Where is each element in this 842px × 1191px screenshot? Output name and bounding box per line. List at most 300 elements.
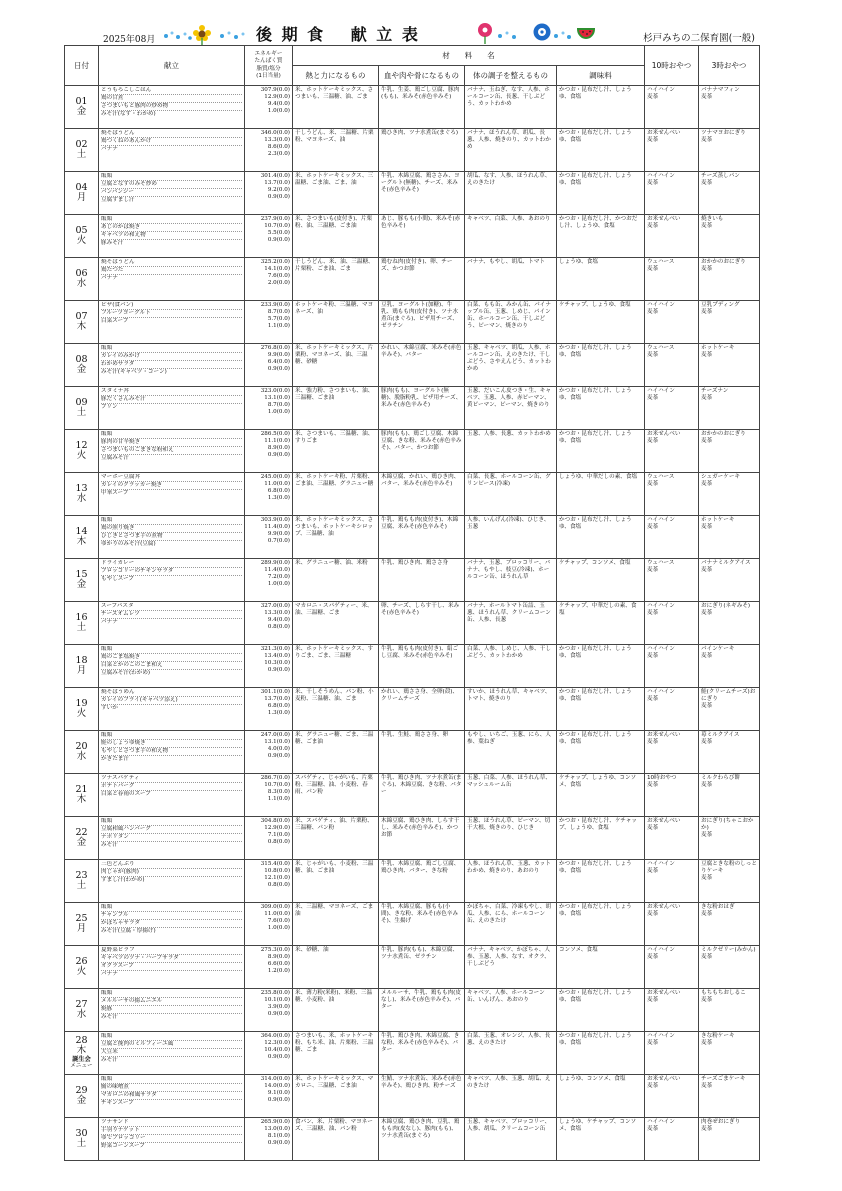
- m-line: ピザ(食パン): [101, 302, 242, 310]
- date-cell: [65, 903, 99, 946]
- s3-line: 麦茶: [701, 351, 713, 358]
- n-line: 2.0(0.0): [267, 279, 290, 286]
- m-line: カレイのクラッカー焼き: [101, 482, 242, 490]
- day-number: 09: [75, 397, 88, 409]
- m-line: 焼そばうめん: [101, 689, 242, 697]
- m-line: ゆかりのみそ汁(豆腐): [101, 540, 156, 547]
- m-line: 焼そばうどん: [101, 259, 242, 267]
- menu-cell: [99, 1032, 245, 1075]
- group1-cell: 米、三温糖、マヨネーズ、ごま油: [293, 903, 379, 946]
- s10-line: お米せんべい: [647, 990, 681, 996]
- s3-line: 肉巻ぜおにぎり: [701, 1119, 741, 1125]
- n-line: 323.0(0.0): [260, 388, 290, 394]
- s3-line: きな粉おはぎ: [701, 904, 735, 910]
- n-line: 275.3(0.0): [260, 947, 290, 953]
- n-line: 1.0(0.0): [267, 924, 290, 931]
- menu-cell: [99, 946, 245, 989]
- special-label: 誕生会: [72, 1055, 91, 1063]
- snack3-cell: [699, 430, 760, 473]
- m-line: ポテトバーグ: [101, 783, 242, 791]
- m-line: オクラスープ: [101, 963, 242, 971]
- n-line: 265.9(0.0): [260, 1119, 290, 1125]
- group2-cell: かれい、木綿豆腐、米みそ(赤色辛みそ)、バター: [379, 344, 465, 387]
- ingredients-header: 材 料 名: [293, 46, 645, 66]
- group1-cell: マカロニ・スパゲティー、米、油、三温糖、ごま: [293, 602, 379, 645]
- menu-cell: [99, 129, 245, 172]
- m-line: みそ汁: [101, 1013, 118, 1020]
- s10-line: 麦茶: [647, 738, 659, 745]
- header-row: [65, 46, 760, 66]
- m-line: 肉じゃが(豚肉): [101, 869, 242, 877]
- n-line: 12.3(0.0): [264, 1039, 290, 1046]
- n-line: 346.0(0.0): [260, 130, 290, 136]
- n-line: 8.7(0.0): [267, 401, 290, 408]
- s3-line: 麦茶: [701, 566, 713, 573]
- month-label: 2025年08月: [103, 35, 156, 45]
- s3-line: 麦茶: [701, 480, 713, 487]
- n-line: 2.3(0.0): [267, 150, 290, 157]
- group2-cell: 木綿豆腐、鶏ひき肉、しらす干し、米みそ(赤色辛みそ)、かつお節: [379, 817, 465, 860]
- m-line: 焼豚: [101, 1006, 242, 1014]
- group1-cell: 食パン、米、片栗粉、マヨネーズ、三温糖、油、パン粉: [293, 1118, 379, 1161]
- group3-cell: 胡瓜、なす、人参、ほうれん草、えのきたけ: [465, 172, 557, 215]
- day-number: 26: [75, 956, 88, 968]
- group1-cell: 米、ホットケーキミックス、三温糖、ごま油、ごま、油: [293, 172, 379, 215]
- group4-cell: しょうゆ、コンソメ、食塩: [557, 1075, 645, 1118]
- s10-line: ウェハース: [647, 474, 675, 480]
- day-number: 12: [75, 440, 88, 452]
- snack10-cell: [645, 602, 699, 645]
- group1-cell: 米、さつまいも、三温糖、油、すりごま: [293, 430, 379, 473]
- s10-line: 麦茶: [647, 308, 659, 315]
- n-line: 0.9(0.0): [267, 365, 290, 372]
- s3-line: 鮭(クリームチーズ)おにぎり: [701, 689, 756, 702]
- n-line: 1.1(0.0): [267, 322, 290, 329]
- m-line: 飯類: [101, 431, 242, 439]
- s3-line: シュガーケーキ: [701, 474, 741, 480]
- n-line: 289.9(0.0): [260, 560, 290, 566]
- m-line: 焼そばうどん: [101, 130, 242, 138]
- m-line: 鯖の味噌煮: [101, 1084, 242, 1092]
- m-line: 飯類: [101, 990, 242, 998]
- n-line: 7.6(0.0): [267, 272, 290, 279]
- weekday: 土: [76, 1138, 87, 1149]
- snack10-cell: [645, 129, 699, 172]
- date-cell: [65, 860, 99, 903]
- n-line: 8.3(0.0): [267, 788, 290, 795]
- m-line: みそ汁: [101, 1056, 118, 1063]
- nutrition-cell: [245, 817, 293, 860]
- snack10-cell: [645, 172, 699, 215]
- nutrition-cell: [245, 301, 293, 344]
- weekday: 金: [76, 106, 87, 117]
- n-line: 364.0(0.0): [260, 1033, 290, 1039]
- group4-cell: かつお・昆布だし汁、しょうゆ、食塩: [557, 129, 645, 172]
- date-cell: [65, 645, 99, 688]
- snack3-cell: [699, 387, 760, 430]
- date-cell: [65, 129, 99, 172]
- n-line: 233.9(0.0): [260, 302, 290, 308]
- group4-cell: ケチャップ、しょうゆ、食塩: [557, 301, 645, 344]
- n-line: 14.1(0.0): [264, 265, 290, 272]
- s10-line: 麦茶: [647, 953, 659, 960]
- n-line: 9.2(0.0): [267, 186, 290, 193]
- m-line: ひじきとさつま芋の煮物: [101, 533, 242, 541]
- group1-cell: 米、さつまいも(皮付き)、片栗粉、油、三温糖、ごま油: [293, 215, 379, 258]
- weekday: 木: [76, 321, 87, 332]
- group2-cell: 牛乳、鶏ひき肉、木綿豆腐、きな粉、米みそ(赤色辛みそ)、バター: [379, 1032, 465, 1075]
- snack3-cell: [699, 860, 760, 903]
- group3-cell: 玉葱、キャベツ、ブロッコリー、人参、胡瓜、クリームコーン缶: [465, 1118, 557, 1161]
- group2-cell: 生鯖、ツナ水煮缶、米みそ(赤色辛みそ)、鶏ひき肉、粉チーズ: [379, 1075, 465, 1118]
- group4-cell: かつお・昆布だし汁、しょうゆ、食塩: [557, 989, 645, 1032]
- m-line: さつまいもと豚肉の炒め物: [101, 103, 242, 111]
- n-line: 13.7(0.0): [264, 695, 290, 702]
- page-title: 後 期 食 献 立 表: [256, 25, 420, 44]
- group2-cell: 牛乳、木綿豆腐、鶏ささみ、ヨーグルト(無糖)、チーズ、米みそ(赤色辛みそ): [379, 172, 465, 215]
- n-line: 245.0(0.0): [260, 474, 290, 480]
- m-line: チャンプル: [101, 912, 242, 920]
- n-line: 13.7(0.0): [264, 179, 290, 186]
- snack3-cell: [699, 258, 760, 301]
- m-line: あじのかば焼き: [101, 224, 242, 232]
- s3-line: 麦茶: [701, 781, 713, 788]
- day-number: 07: [75, 311, 88, 323]
- s10-line: 麦茶: [647, 480, 659, 487]
- group4-cell: コンソメ、食塩: [557, 946, 645, 989]
- s10-line: 麦茶: [647, 824, 659, 831]
- s3-line: 麦茶: [701, 1039, 713, 1046]
- table-row: [65, 860, 760, 903]
- s3-line: 麦茶: [701, 831, 713, 838]
- m-line: 飯類: [101, 345, 242, 353]
- group3-cell: 人参、ほうれん草、玉葱、カットわかめ、焼きのり、あおのり: [465, 860, 557, 903]
- n-line: 13.4(0.0): [264, 652, 290, 659]
- group3-cell: 玉葱、ほうれん草、ピーマン、切干大根、焼きのり、ひじき: [465, 817, 557, 860]
- s10-line: ハイハイン: [647, 388, 675, 394]
- group3-cell: 玉葱、だいこん皮つき・生、キャベツ、玉葱、人参、赤ピーマン、黄ピーマン、ピーマン、焼きのり: [465, 387, 557, 430]
- weekday: 土: [76, 880, 87, 891]
- nutrition-cell: [245, 731, 293, 774]
- table-row: [65, 989, 760, 1032]
- m-line: もやしとさつま芋の和え物: [101, 748, 242, 756]
- n-line: 1.1(0.0): [267, 795, 290, 802]
- day-number: 28: [75, 1034, 88, 1046]
- snack10-cell: [645, 559, 699, 602]
- n-line: 6.6(0.0): [267, 960, 290, 967]
- s10-line: 麦茶: [647, 1082, 659, 1089]
- nutrition-cell: [245, 1075, 293, 1118]
- group1-cell: 米、グラニュー糖、ごま、三温糖、ごま油: [293, 731, 379, 774]
- m-line: 豆腐となすのみそ炒め: [101, 181, 242, 189]
- date-cell: [65, 774, 99, 817]
- n-line: 6.8(0.0): [267, 702, 290, 709]
- s10-line: 麦茶: [647, 136, 659, 143]
- n-line: 5.7(0.0): [267, 315, 290, 322]
- date-cell: [65, 473, 99, 516]
- m-line: ツナサンド: [101, 1119, 242, 1127]
- n-line: 7.6(0.0): [267, 917, 290, 924]
- m-line: スタミナ丼: [101, 388, 242, 396]
- n-line: 0.9(0.0): [267, 1139, 290, 1146]
- m-line: 鮭のしょうゆ焼き: [101, 740, 242, 748]
- date-cell: [65, 817, 99, 860]
- snack3-cell: [699, 172, 760, 215]
- nutrition-cell: [245, 989, 293, 1032]
- weekday: 金: [76, 837, 87, 848]
- menu-cell: [99, 774, 245, 817]
- s3-line: 麦茶: [701, 437, 713, 444]
- table-row: [65, 215, 760, 258]
- sparkle-decoration-icon: [218, 28, 250, 44]
- menu-cell: [99, 516, 245, 559]
- menu-column-header: 献立: [99, 46, 245, 86]
- group1-cell: 米、スパゲティ、油、片栗粉、三温糖、パン粉: [293, 817, 379, 860]
- n-line: 0.7(0.0): [267, 537, 290, 544]
- group3-cell: バナナ、ホールトマト缶詰、玉葱、ほうれん草、クリームコーン缶、人参、長葱: [465, 602, 557, 645]
- table-row: [65, 430, 760, 473]
- n-line: 13.0(0.0): [264, 1125, 290, 1132]
- s3-line: 豆腐ときな粉のしっとりケーキ: [701, 861, 757, 874]
- group4-cell: ケチャップ、中華だしの素、食塩: [557, 602, 645, 645]
- menu-cell: [99, 430, 245, 473]
- s3-line: ホットケーキ: [701, 345, 735, 351]
- n-line: 0.9(0.0): [267, 193, 290, 200]
- m-line: 鶏つくねのあんかけ: [101, 138, 242, 146]
- m-line: みそ汁(豆腐・厚揚げ): [101, 927, 156, 934]
- snack3-cell: [699, 516, 760, 559]
- sunflower-icon: [192, 24, 212, 46]
- date-cell: [65, 1118, 99, 1161]
- menu-cell: [99, 645, 245, 688]
- s10-line: 麦茶: [647, 609, 659, 616]
- day-number: 27: [75, 999, 88, 1011]
- s10-line: 麦茶: [647, 437, 659, 444]
- snack10-cell: [645, 903, 699, 946]
- date-column-header: 日付: [65, 46, 99, 86]
- day-number: 18: [75, 655, 88, 667]
- blue-flower-icon: [532, 22, 552, 42]
- s10-line: 麦茶: [647, 179, 659, 186]
- menu-table: [64, 45, 760, 1161]
- group2-cell: 牛乳、鶏もも肉(皮付き)、絹ごし豆腐、米みそ(赤色辛みそ): [379, 645, 465, 688]
- n-line: 0.8(0.0): [267, 838, 290, 845]
- s3-line: きな粉ケーキ: [701, 1033, 735, 1039]
- group1-cell: さつまいも、米、ホットケーキ粉、もち米、油、片栗粉、三温糖、ごま: [293, 1032, 379, 1075]
- date-cell: [65, 946, 99, 989]
- group3-header: 体の調子を整えるもの: [465, 66, 557, 86]
- s3-line: 豆乳プディング: [701, 302, 740, 308]
- n-line: 307.9(0.0): [260, 87, 290, 93]
- group1-header: 熱と力になるもの: [293, 66, 379, 86]
- snack10-cell: [645, 731, 699, 774]
- sparkle-decoration-icon: [162, 28, 194, 44]
- n-line: 8.7(0.0): [267, 308, 290, 315]
- s3-line: 麦茶: [701, 996, 713, 1003]
- group3-cell: バナナ、もやし、胡瓜、トマト: [465, 258, 557, 301]
- s10-line: ウェハース: [647, 345, 675, 351]
- group4-header: 調味料: [557, 66, 645, 86]
- snack3-cell: [699, 817, 760, 860]
- weekday: 月: [76, 192, 87, 203]
- s10-line: 麦茶: [647, 867, 659, 874]
- m-line: ツナスパゲティ: [101, 775, 242, 783]
- menu-cell: [99, 344, 245, 387]
- n-line: 13.3(0.0): [264, 136, 290, 143]
- table-row: [65, 774, 760, 817]
- n-line: 304.8(0.0): [260, 818, 290, 824]
- m-line: フルーツヨーグルト: [101, 310, 242, 318]
- group1-cell: 米、ホットケーキミックス、片栗粉、マヨネーズ、油、三温糖、砂糖: [293, 344, 379, 387]
- day-number: 19: [75, 698, 88, 710]
- group4-cell: しょうゆ、ケチャップ、コンソメ、食塩: [557, 1118, 645, 1161]
- nutrition-cell: [245, 903, 293, 946]
- group3-cell: 白菜、もも缶、みかん缶、パイナップル缶、玉葱、しめじ、パイン缶、ホールコーン缶、干しぶどう、ピーマン、焼きのり: [465, 301, 557, 344]
- n-line: 5.5(0.0): [267, 229, 290, 236]
- s10-line: ハイハイン: [647, 302, 675, 308]
- nutrition-cell: [245, 1032, 293, 1075]
- n-line: 10.3(0.0): [264, 659, 290, 666]
- daily-amount-label: (1日当量): [256, 72, 281, 79]
- weekday: 火: [76, 450, 87, 461]
- m-line: ナポリタン: [101, 834, 242, 842]
- menu-cell: [99, 473, 245, 516]
- m-line: 豆腐すまし汁: [101, 196, 135, 203]
- snack3-cell: [699, 1075, 760, 1118]
- weekday: 水: [76, 1009, 87, 1020]
- day-number: 23: [75, 870, 88, 882]
- menu-cell: [99, 1118, 245, 1161]
- day-number: 15: [75, 569, 88, 581]
- s10-line: ウェハース: [647, 259, 675, 265]
- n-line: 11.0(0.0): [264, 910, 290, 917]
- date-cell: [65, 387, 99, 430]
- nutrition-cell: [245, 387, 293, 430]
- day-number: 08: [75, 354, 88, 366]
- group4-cell: かつお・昆布だし汁、しょうゆ、食塩: [557, 430, 645, 473]
- table-row: [65, 86, 760, 129]
- m-line: 野菜コーンスープ: [101, 1142, 145, 1149]
- snack3-cell: [699, 946, 760, 989]
- group2-cell: 豚肉(もも)、ヨーグルト(無糖)、脱脂粉乳、ピザ用チーズ、米みそ(赤色辛みそ): [379, 387, 465, 430]
- day-number: 16: [75, 612, 88, 624]
- weekday: 木: [76, 536, 87, 547]
- m-line: みそ汁(なす・わかめ): [101, 110, 156, 117]
- group4-cell: かつお・昆布だし汁、しょうゆ、食塩: [557, 731, 645, 774]
- s10-line: 麦茶: [647, 351, 659, 358]
- m-line: 中華スープ: [101, 489, 129, 496]
- weekday: 水: [76, 493, 87, 504]
- weekday: 水: [76, 751, 87, 762]
- nutrition-cell: [245, 215, 293, 258]
- group4-cell: かつお・昆布だし汁、ケチャップ、しょうゆ、食塩: [557, 817, 645, 860]
- n-line: 286.7(0.0): [260, 775, 290, 781]
- snack3-cell: [699, 688, 760, 731]
- table-row: [65, 731, 760, 774]
- date-cell: [65, 86, 99, 129]
- s3-line: 焼きいも: [701, 216, 724, 222]
- m-line: バナナ: [101, 274, 118, 281]
- group2-cell: かれい、鶏ささ身、全卵(殻)、クリームチーズ: [379, 688, 465, 731]
- snack10-cell: [645, 774, 699, 817]
- s3-line: 麦茶: [701, 910, 713, 917]
- m-line: 大豆米: [101, 1049, 242, 1057]
- n-line: 8.6(0.0): [267, 143, 290, 150]
- m-line: メルルーサの揚ムニエル: [101, 998, 242, 1006]
- s10-line: ハイハイン: [647, 861, 675, 867]
- group2-cell: 牛乳、木綿豆腐、豚もも(小間)、きな粉、米みそ(赤色辛みそ)、生揚げ: [379, 903, 465, 946]
- s10-line: ハイハイン: [647, 173, 675, 179]
- s3-line: おにぎり(ネギみそ): [701, 603, 751, 609]
- n-line: 4.0(0.0): [267, 745, 290, 752]
- s3-line: 麦茶: [701, 265, 713, 272]
- day-number: 25: [75, 913, 88, 925]
- group1-cell: 米、ホットケーキミックス、すりごま、ごま、三温糖: [293, 645, 379, 688]
- snack3-cell: [699, 473, 760, 516]
- m-line: 豆腐みそ汁: [101, 454, 129, 461]
- weekday: 土: [76, 622, 87, 633]
- group2-cell: 豚肉(もも)、鶏ごし豆腐、木綿豆腐、きな粉、米みそ(赤色辛みそ)、バター、かつお節: [379, 430, 465, 473]
- s3-line: おにぎり(ちゃこおかか): [701, 818, 754, 831]
- group3-cell: バナナ、玉葱、ブロッコリー、バナナ、もやし、枝豆(冷凍)、ホールコーン缶、ほうれん草: [465, 559, 557, 602]
- s3-line: ホットケーキ: [701, 517, 735, 523]
- group4-cell: しょうゆ、中華だしの素、食塩: [557, 473, 645, 516]
- m-line: 飯類: [101, 517, 242, 525]
- day-number: 21: [75, 784, 88, 796]
- m-line: 飯類: [101, 1076, 242, 1084]
- m-line: カレイのフライ(キャベツ添え): [101, 697, 242, 705]
- protein-label: たんぱく質: [254, 58, 283, 65]
- group3-cell: キャベツ、白菜、人参、あおのり: [465, 215, 557, 258]
- n-line: 7.2(0.0): [267, 573, 290, 580]
- s3-line: ツナマヨおにぎり: [701, 130, 746, 136]
- day-number: 29: [75, 1085, 88, 1097]
- m-line: 豚だくさんみそ汁: [101, 396, 242, 404]
- snack10-cell: [645, 258, 699, 301]
- n-line: 7.1(0.0): [267, 831, 290, 838]
- s10-line: 麦茶: [647, 781, 659, 788]
- group1-cell: 米、ホットケーキミックス、マカロニ、三温糖、ごま油: [293, 1075, 379, 1118]
- s10-line: お米せんべい: [647, 431, 681, 437]
- table-row: [65, 1075, 760, 1118]
- n-line: 1.0(0.0): [267, 107, 290, 114]
- s10-line: 麦茶: [647, 222, 659, 229]
- m-line: 飯類: [101, 216, 242, 224]
- table-row: [65, 1118, 760, 1161]
- m-line: みそ汁(キャベツ・コーン): [101, 368, 167, 375]
- n-line: 9.4(0.0): [267, 616, 290, 623]
- group3-cell: キャベツ、人参、ホールコーン缶、いんげん、あおのり: [465, 989, 557, 1032]
- n-line: 237.9(0.0): [260, 216, 290, 222]
- menu-cell: [99, 86, 245, 129]
- table-row: [65, 645, 760, 688]
- group4-cell: しょうゆ、食塩: [557, 258, 645, 301]
- n-line: 0.9(0.0): [267, 1053, 290, 1060]
- nutrition-cell: [245, 688, 293, 731]
- n-line: 0.9(0.0): [267, 236, 290, 243]
- s10-line: ハイハイン: [647, 646, 675, 652]
- group2-cell: 牛乳、鶏ひき肉、鶏ささ身: [379, 559, 465, 602]
- m-line: 手羽りナゲット: [101, 1127, 242, 1135]
- group2-cell: 卵、チーズ、しらす干し、米みそ(赤色辛みそ): [379, 602, 465, 645]
- group3-cell: 玉葱、人参、長葱、カットわかめ: [465, 430, 557, 473]
- group3-cell: もやし、いちご、玉葱、にら、人参、葉ねぎ: [465, 731, 557, 774]
- group1-cell: 米、薄力粉(米粉)、米粉、三温糖、小麦粉、油: [293, 989, 379, 1032]
- snack3-column-header: 3時おやつ: [699, 46, 760, 86]
- m-line: わかめサラダ: [101, 361, 242, 369]
- n-line: 0.9(0.0): [267, 1096, 290, 1103]
- snack10-column-header: 10時おやつ: [645, 46, 699, 86]
